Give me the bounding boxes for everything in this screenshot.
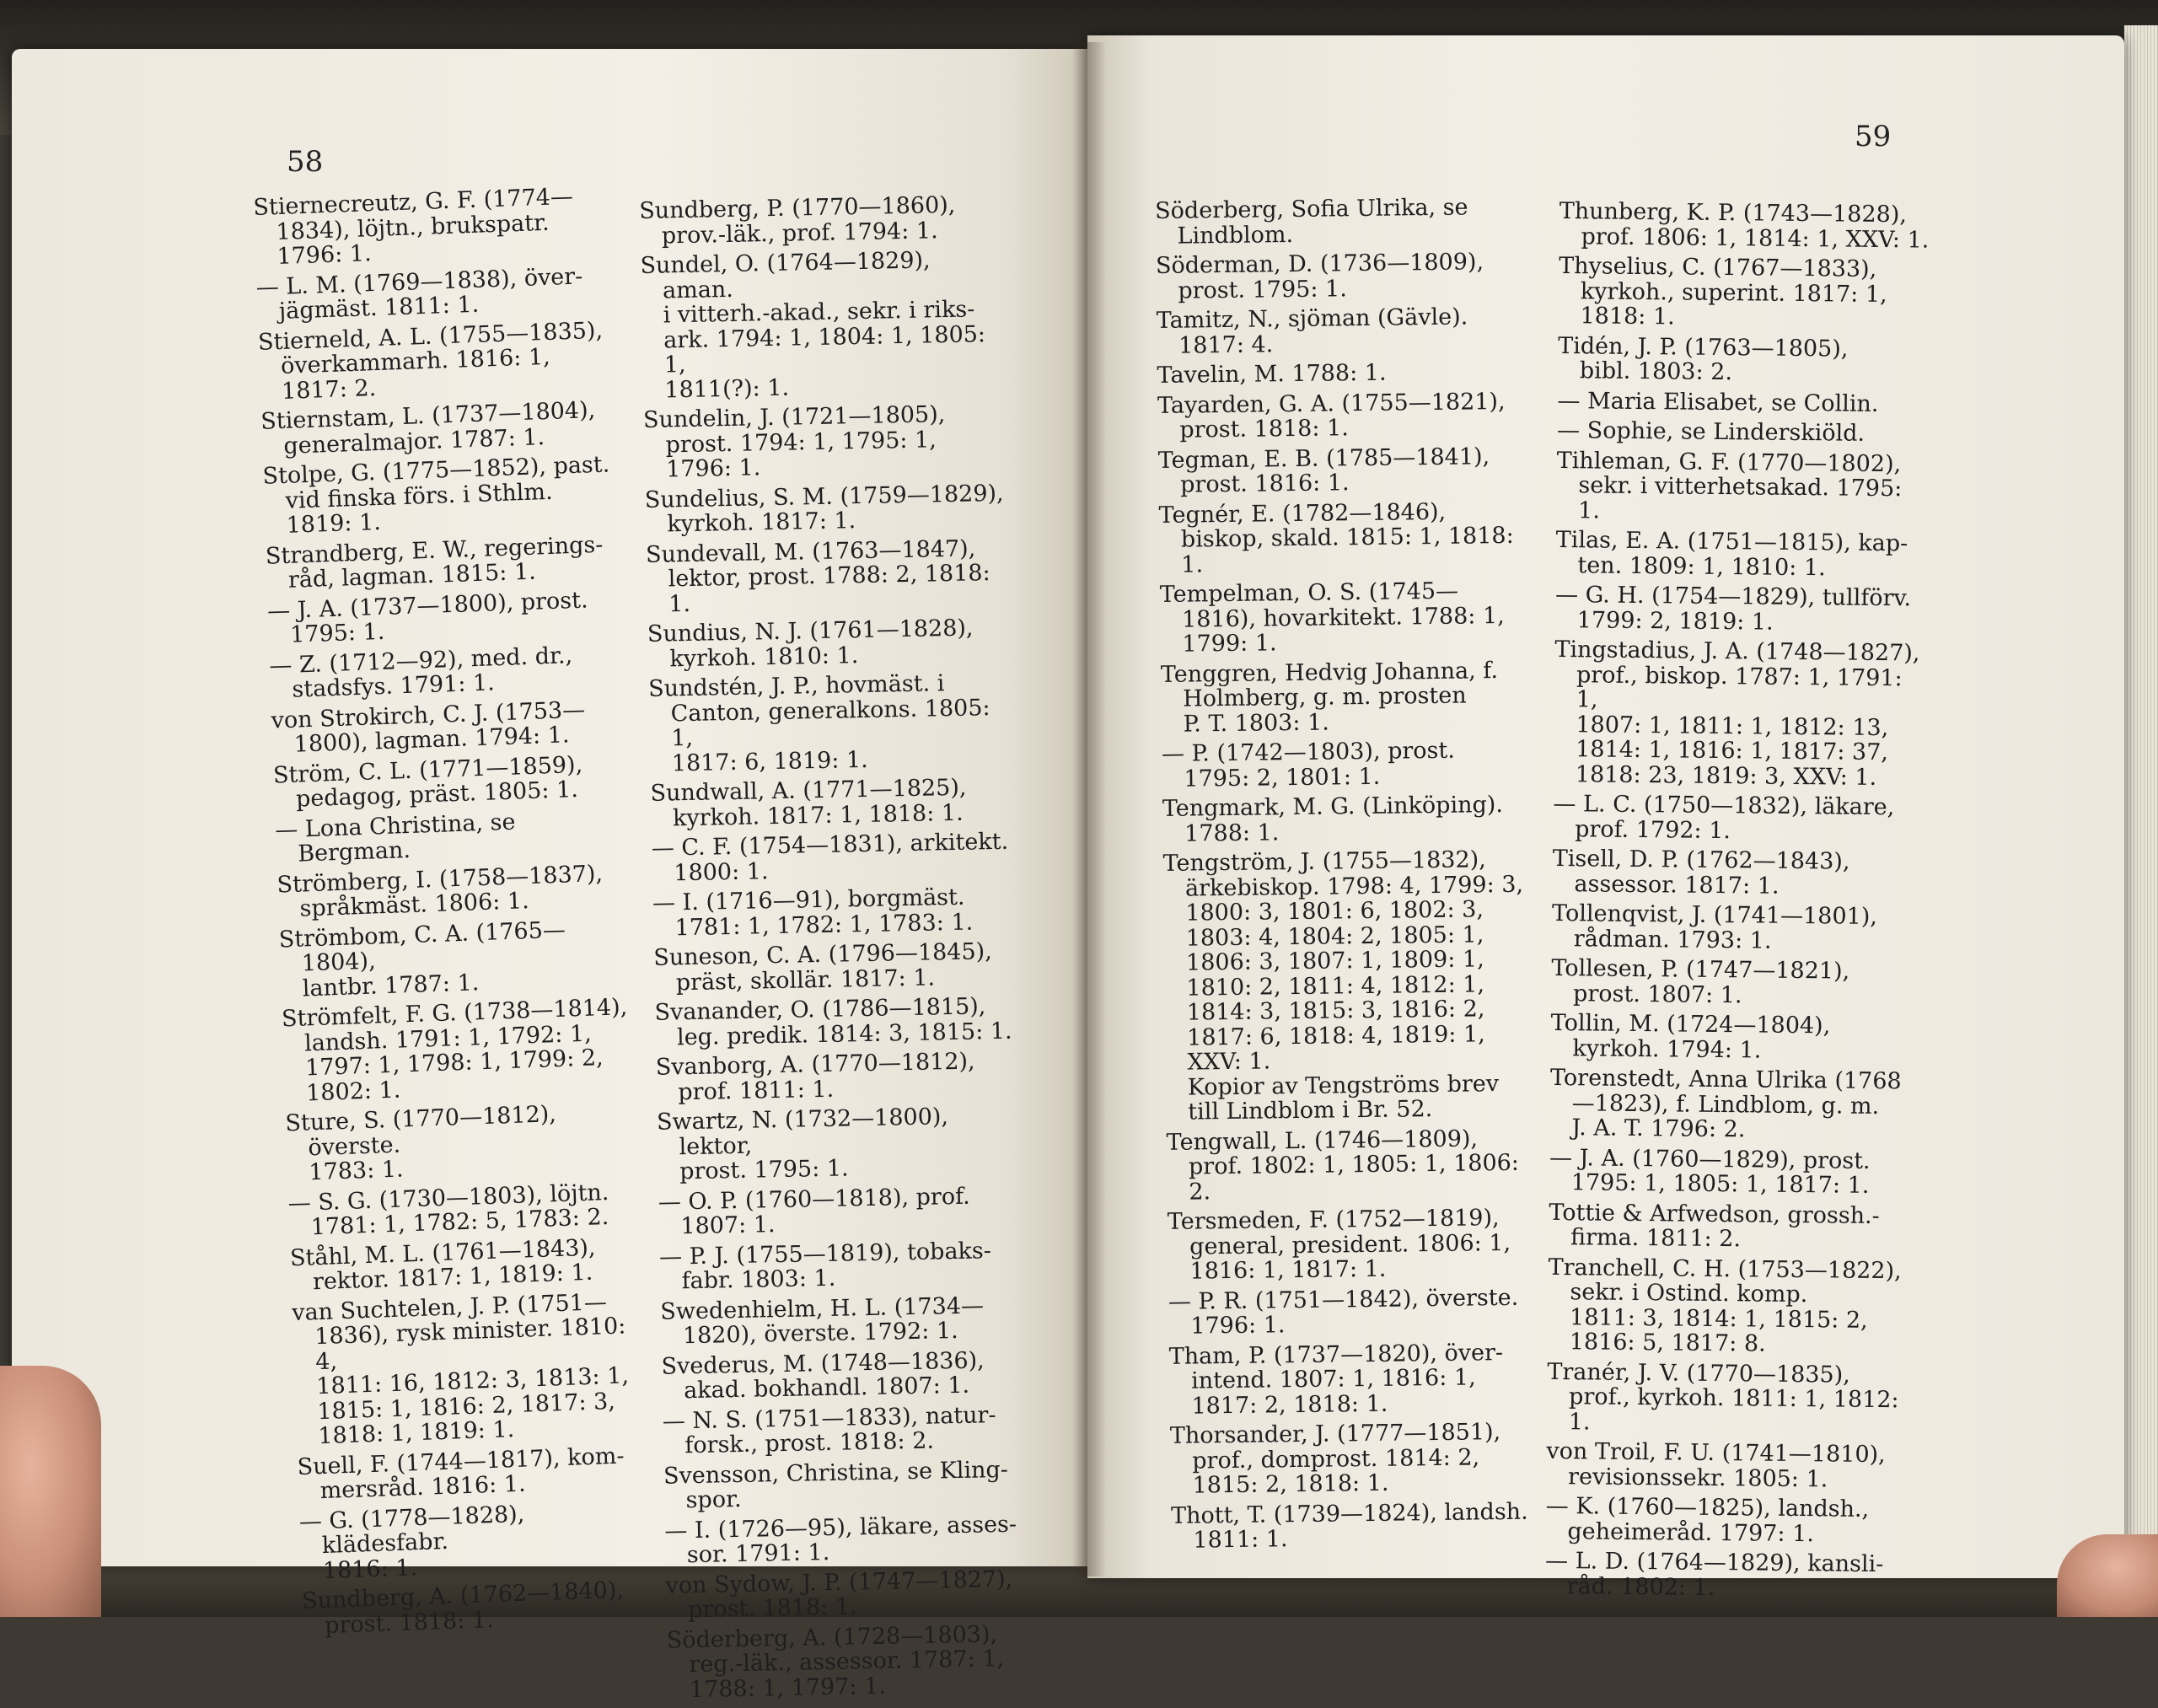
index-entry: Tham, P. (1737—1820), över- intend. 1807: 1, 1816: 1, 1817: 2, 1818: 1. bbox=[1168, 1339, 1504, 1420]
index-entry: Sundelin, J. (1721—1805), prost. 1794: 1, 1795: 1, 1796: 1. bbox=[642, 401, 946, 483]
index-entry: von Troil, F. U. (1741—1810), revisionssekr. 1805: 1. bbox=[1546, 1437, 1886, 1492]
index-entry: Torenstedt, Anna Ulrika (1768 —1823), f. Lindblom, g. m. J. A. T. 1796: 2. bbox=[1549, 1064, 1902, 1143]
index-entry: Ståhl, M. L. (1761—1843), rektor. 1817: 1, 1819: 1. bbox=[289, 1234, 596, 1296]
page-edges bbox=[2124, 25, 2158, 1585]
index-entry: Ström, C. L. (1771—1859), pedagog, präst. 1805: 1. bbox=[272, 751, 583, 813]
index-entry: Söderberg, Sofia Ulrika, se Lindblom. bbox=[1154, 194, 1468, 250]
index-entry: Thorsander, J. (1777—1851), prof., domprost. 1814: 2, 1815: 2, 1818: 1. bbox=[1169, 1419, 1501, 1499]
index-entry: — K. (1760—1825), landsh., geheimeråd. 1797: 1. bbox=[1545, 1492, 1870, 1547]
index-entry: Tegman, E. B. (1785—1841), prost. 1816: 1. bbox=[1157, 443, 1490, 498]
page-number-left: 58 bbox=[287, 145, 324, 179]
index-entry: van Suchtelen, J. P. (1751— 1836), rysk minister. 1810: 4, 1811: 16, 1812: 3, 1813: 1, 1815: 1, 1816: 2, 1817: 3, 1818: 1, 1819: 1. bbox=[291, 1288, 630, 1450]
index-entry: — P. R. (1751—1842), överste. 1796: 1. bbox=[1168, 1284, 1519, 1340]
index-entry: Tengmark, M. G. (Linköping). 1788: 1. bbox=[1162, 792, 1504, 847]
index-entry: — J. A. (1760—1829), prost. 1795: 1, 1805: 1, 1817: 1. bbox=[1549, 1144, 1871, 1199]
left-column-2 bbox=[639, 192, 1030, 1708]
left-thumb bbox=[0, 1366, 101, 1617]
index-entry: Swedenhielm, H. L. (1734— 1820), överste. 1792: 1. bbox=[660, 1292, 985, 1350]
index-entry: — G. (1778—1828), klädesfabr. 1816: 1. bbox=[298, 1501, 525, 1584]
index-entry: Strömfelt, F. G. (1738—1814), landsh. 1791: 1, 1792: 1, 1797: 1, 1798: 1, 1799: 2, 1802: 1. bbox=[281, 994, 628, 1106]
index-entry: Suneson, C. A. (1796—1845), präst, skollär. 1817: 1. bbox=[652, 938, 993, 996]
right-column-1 bbox=[1155, 195, 1543, 1559]
index-entry: Strömbom, C. A. (1765—1804), lantbr. 1787: 1. bbox=[278, 916, 566, 1002]
index-entry: — L. D. (1764—1829), kansli- råd. 1802: 1. bbox=[1544, 1547, 1884, 1601]
index-entry: — Maria Elisabet, se Collin. bbox=[1557, 387, 1879, 417]
right-column-2 bbox=[1545, 199, 1930, 1608]
index-entry: Tempelman, O. S. (1745— 1816), hovarkitekt. 1788: 1, 1799: 1. bbox=[1159, 577, 1505, 658]
index-entry: — G. H. (1754—1829), tullförv. 1799: 2, 1819: 1. bbox=[1554, 581, 1912, 636]
index-entry: — J. A. (1737—1800), prost. 1795: 1. bbox=[266, 586, 589, 648]
index-entry: — Lona Christina, se Bergman. bbox=[274, 808, 516, 867]
index-entry: — I. (1726—95), läkare, asses- sor. 1791: 1. bbox=[664, 1511, 1017, 1569]
index-entry: Tranér, J. V. (1770—1835), prof., kyrkoh. 1811: 1, 1812: 1. bbox=[1547, 1358, 1899, 1435]
index-entry: Tengwall, L. (1746—1809), prof. 1802: 1, 1805: 1, 1806: 2. bbox=[1166, 1125, 1520, 1206]
index-entry: Tollin, M. (1724—1804), kyrkoh. 1794: 1. bbox=[1550, 1009, 1831, 1064]
index-entry: — Z. (1712—92), med. dr., stadsfys. 1791: 1. bbox=[268, 642, 573, 703]
index-entry: Svederus, M. (1748—1836), akad. bokhandl. 1807: 1. bbox=[661, 1346, 985, 1405]
index-entry: Strömberg, I. (1758—1837), språkmäst. 1806: 1. bbox=[276, 860, 604, 922]
index-entry: Suell, F. (1744—1817), kom- mersråd. 1816: 1. bbox=[297, 1442, 625, 1505]
index-entry: Tengström, J. (1755—1832), ärkebiskop. 1798: 4, 1799: 3, 1800: 3, 1801: 6, 1802: 3, 1803: 4, 1804: 2, 1805: 1, 1806: 3, 1807: 1, 1809: 1, 1810: 2, 1811: 4, 1812: 1, 1814: 3, 1815: 3, 1816: 2, 1817: 6, 1818: 4, 1819: 1, XXV: 1. Kopior av Tengströms brev till Lindblom i Br. 52. bbox=[1162, 846, 1524, 1125]
index-entry: — Sophie, se Linderskiöld. bbox=[1556, 416, 1865, 447]
index-entry: Thunberg, K. P. (1743—1828), prof. 1806: 1, 1814: 1, XXV: 1. bbox=[1559, 198, 1930, 254]
index-entry: — L. M. (1769—1838), över- jägmäst. 1811: 1. bbox=[255, 262, 583, 325]
index-entry: Tilas, E. A. (1751—1815), kap- ten. 1809: 1, 1810: 1. bbox=[1555, 526, 1908, 581]
index-entry: Tisell, D. P. (1762—1843), assessor. 1817: 1. bbox=[1552, 845, 1850, 900]
index-entry: Sundelius, S. M. (1759—1829), kyrkoh. 1817: 1. bbox=[644, 480, 1004, 538]
index-entry: von Sydow, J. P. (1747—1827), prost. 1818: 1. bbox=[665, 1566, 1013, 1624]
index-entry: Sture, S. (1770—1812), överste. 1783: 1. bbox=[284, 1101, 557, 1186]
index-entry: Stolpe, G. (1775—1852), past. vid finska förs. i Sthlm. 1819: 1. bbox=[262, 451, 610, 539]
index-entry: Stierneld, A. L. (1755—1835), överkammarh. 1816: 1, 1817: 2. bbox=[257, 317, 604, 405]
index-entry: Tersmeden, F. (1752—1819), general, president. 1806: 1, 1816: 1, 1817: 1. bbox=[1167, 1205, 1511, 1285]
index-entry: Svanander, O. (1786—1815), leg. predik. 1814: 3, 1815: 1. bbox=[654, 993, 1012, 1050]
index-entry: Tidén, J. P. (1763—1805), bibl. 1803: 2. bbox=[1558, 332, 1849, 386]
index-entry: Söderberg, A. (1728—1803), reg.-läk., assessor. 1787: 1, 1788: 1, 1797: 1. bbox=[666, 1620, 1005, 1703]
index-entry: Tayarden, G. A. (1755—1821), prost. 1818: 1. bbox=[1157, 388, 1506, 443]
index-entry: Sundevall, M. (1763—1847), lektor, prost. 1788: 2, 1818: 1. bbox=[645, 534, 990, 617]
left-column-1 bbox=[253, 183, 658, 1644]
index-entry: von Strokirch, C. J. (1753— 1800), lagman. 1794: 1. bbox=[271, 696, 586, 758]
index-entry: Tingstadius, J. A. (1748—1827), prof., biskop. 1787: 1, 1791: 1, 1807: 1, 1811: 1, 1812: 13, 1814: 1, 1816: 1, 1817: 37, 1818: 23, 1819: 3, XXV: 1. bbox=[1554, 636, 1920, 791]
index-entry: — P. J. (1755—1819), tobaks- fabr. 1803: 1. bbox=[658, 1237, 992, 1295]
index-entry: — P. (1742—1803), prost. 1795: 2, 1801: 1. bbox=[1161, 737, 1456, 792]
book-gutter bbox=[1072, 42, 1106, 1576]
index-entry: — I. (1716—91), borgmäst. 1781: 1, 1782: 1, 1783: 1. bbox=[652, 884, 974, 941]
index-entry: Söderman, D. (1736—1809), prost. 1795: 1. bbox=[1155, 249, 1484, 304]
index-entry: Tihleman, G. F. (1770—1802), sekr. i vitterhetsakad. 1795: 1. bbox=[1556, 447, 1903, 524]
index-entry: Thott, T. (1739—1824), landsh. 1811: 1. bbox=[1170, 1498, 1528, 1554]
index-entry: Tollesen, P. (1747—1821), prost. 1807: 1. bbox=[1551, 954, 1850, 1008]
index-entry: — N. S. (1751—1833), natur- forsk., prost. 1818: 2. bbox=[662, 1401, 996, 1459]
index-entry: — C. F. (1754—1831), arkitekt. 1800: 1. bbox=[651, 828, 1009, 886]
index-entry: Svensson, Christina, se Kling- spor. bbox=[663, 1456, 1009, 1514]
index-entry: Stiernecreutz, G. F. (1774— 1834), löjtn., brukspatr. 1796: 1. bbox=[252, 183, 574, 271]
index-entry: Svanborg, A. (1770—1812), prof. 1811: 1. bbox=[655, 1048, 975, 1105]
index-entry: Sundel, O. (1764—1829), aman. i vitterh.-akad., sekr. i riks- ark. 1794: 1, 1804: 1, 1805: 1, 1811(?): 1. bbox=[640, 247, 986, 403]
index-entry: Tavelin, M. 1788: 1. bbox=[1157, 359, 1387, 389]
index-entry: Stiernstam, L. (1737—1804), generalmajor. 1787: 1. bbox=[260, 396, 596, 459]
index-entry: — O. P. (1760—1818), prof. 1807: 1. bbox=[658, 1183, 970, 1240]
index-entry: Tamitz, N., sjöman (Gävle). 1817: 4. bbox=[1156, 303, 1468, 359]
index-entry: — S. G. (1730—1803), löjtn. 1781: 1, 1782: 5, 1783: 2. bbox=[287, 1179, 609, 1241]
index-entry: Tottie & Arfwedson, grossh.- firma. 1811: 2. bbox=[1549, 1199, 1880, 1253]
index-entry: Tegnér, E. (1782—1846), biskop, skald. 1815: 1, 1818: 1. bbox=[1158, 498, 1514, 578]
index-entry: — L. C. (1750—1832), läkare, prof. 1792: 1. bbox=[1553, 790, 1895, 844]
index-entry: Sundberg, P. (1770—1860), prov.-läk., prof. 1794: 1. bbox=[638, 191, 956, 249]
index-entry: Swartz, N. (1732—1800), lektor, prost. 1795: 1. bbox=[656, 1104, 949, 1185]
index-entry: Sundwall, A. (1771—1825), kyrkoh. 1817: 1, 1818: 1. bbox=[650, 774, 967, 831]
index-entry: Sundius, N. J. (1761—1828), kyrkoh. 1810: 1. bbox=[647, 615, 974, 672]
index-entry: Tranchell, C. H. (1753—1822), sekr. i Ostind. komp. 1811: 3, 1814: 1, 1815: 2, 1816: 5, 1817: 8. bbox=[1548, 1254, 1902, 1357]
index-entry: Sundstén, J. P., hovmäst. i Canton, generalkons. 1805: 1, 1817: 6, 1819: 1. bbox=[647, 670, 990, 776]
index-entry: Tollenqvist, J. (1741—1801), rådman. 1793: 1. bbox=[1551, 900, 1878, 954]
index-entry: Thyselius, C. (1767—1833), kyrkoh., superint. 1817: 1, 1818: 1. bbox=[1559, 252, 1887, 330]
page-number-right: 59 bbox=[1855, 120, 1892, 153]
index-entry: Tenggren, Hedvig Johanna, f. Holmberg, g. m. prosten P. T. 1803: 1. bbox=[1160, 657, 1499, 738]
index-entry: Strandberg, E. W., regerings- råd, lagman. 1815: 1. bbox=[265, 531, 604, 594]
index-entry: Sundberg, A. (1762—1840), prost. 1818: 1. bbox=[301, 1576, 625, 1639]
